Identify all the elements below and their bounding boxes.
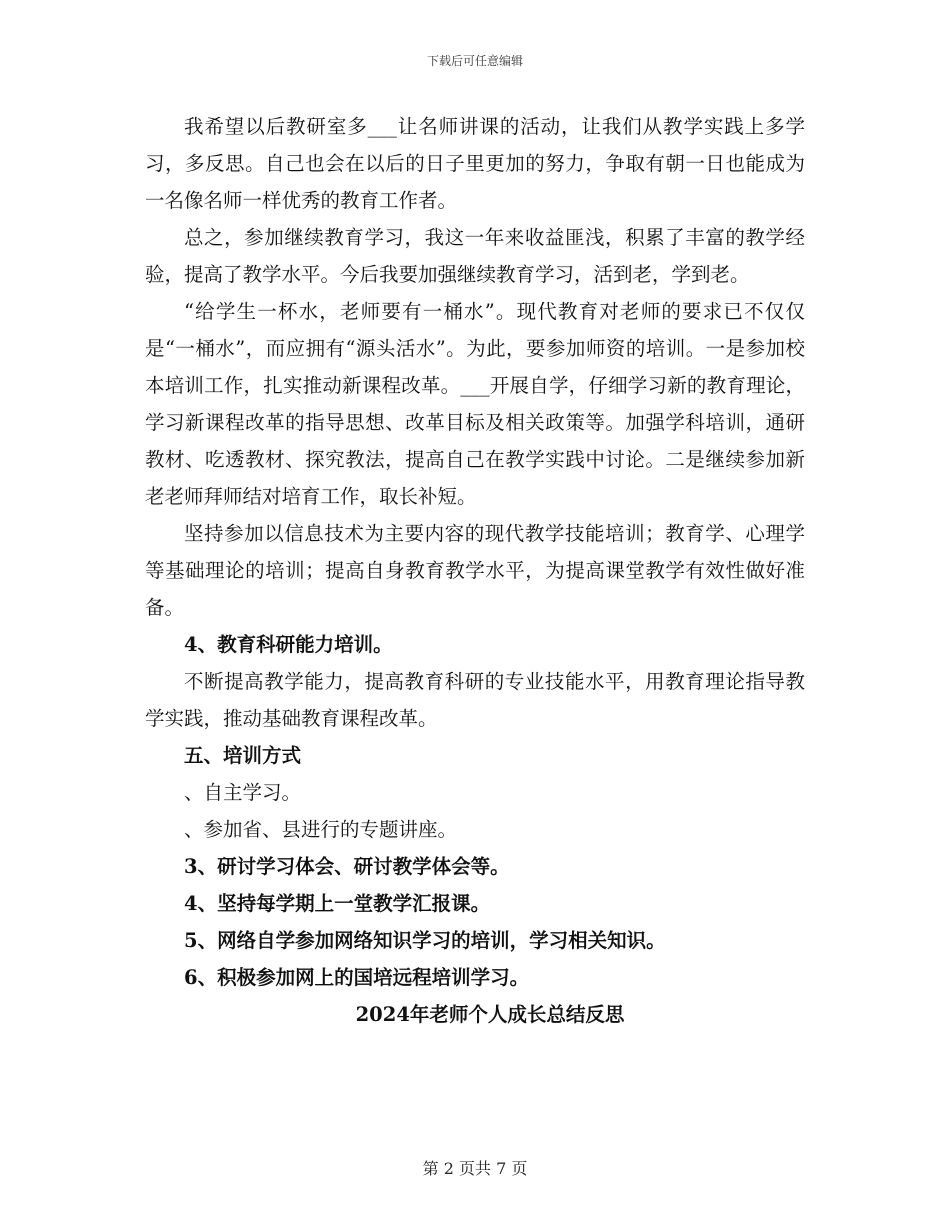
list-item: 4、坚持每学期上一堂教学汇报课。 — [184, 892, 491, 915]
paragraph-teaching-research: 我希望以后教研室多___让名师讲课的活动，让我们从教学实践上多学习，多反思。自己也会在以后的日子里更加的努力，争取有朝一日也能成为一名像名师一样优秀的教育工作者。 — [145, 115, 805, 212]
paragraph-technology-training: 坚持参加以信息技术为主要内容的现代教学技能培训；教育学、心理学等基础理论的培训；提高自身教育教学水平，为提高课堂教学有效性做好准备。 — [145, 522, 805, 619]
section-4-text: 不断提高教学能力，提高教育科研的专业技能水平，用教育理论指导教学实践，推动基础教育课程改革。 — [145, 670, 805, 730]
paragraph-summary: 总之，参加继续教育学习，我这一年来收益匪浅，积累了丰富的教学经验，提高了教学水平。今后我要加强继续教育学习，活到老，学到老。 — [145, 226, 805, 286]
list-item: 6、积极参加网上的国培远程培训学习。 — [184, 966, 530, 989]
next-section-title: 2024年老师个人成长总结反思 — [355, 1003, 625, 1026]
section-5-heading: 五、培训方式 — [184, 744, 302, 767]
paragraph-teacher-training: “给学生一杯水，老师要有一桶水”。现代教育对老师的要求已不仅仅是“一桶水”，而应拥有“源头活水”。为此，要参加师资的培训。一是参加校本培训工作，扎实推动新课程改革。___开展自学，仔细学习新的教育理论，学习新课程改革的指导思想、改革目标及相关政策等。加强学科培训，通研教材、吃透教材、探究教法，提高自己在教学实践中讨论。二是继续参加新老老师拜师结对培育工作，取长补短。 — [145, 300, 805, 508]
section-4-heading: 4、教育科研能力培训。 — [184, 633, 393, 656]
list-item: 3、研讨学习体会、研讨教学体会等。 — [184, 855, 510, 878]
document-body — [145, 108, 805, 1033]
page-footer: 第 2 页共 7 页 — [422, 1159, 528, 1178]
list-item: 、自主学习。 — [184, 781, 302, 804]
page-header: 下载后可任意编辑 — [426, 54, 523, 68]
list-item: 5、网络自学参加网络知识学习的培训，学习相关知识。 — [184, 929, 666, 952]
list-item: 、参加省、县进行的专题讲座。 — [184, 818, 458, 841]
